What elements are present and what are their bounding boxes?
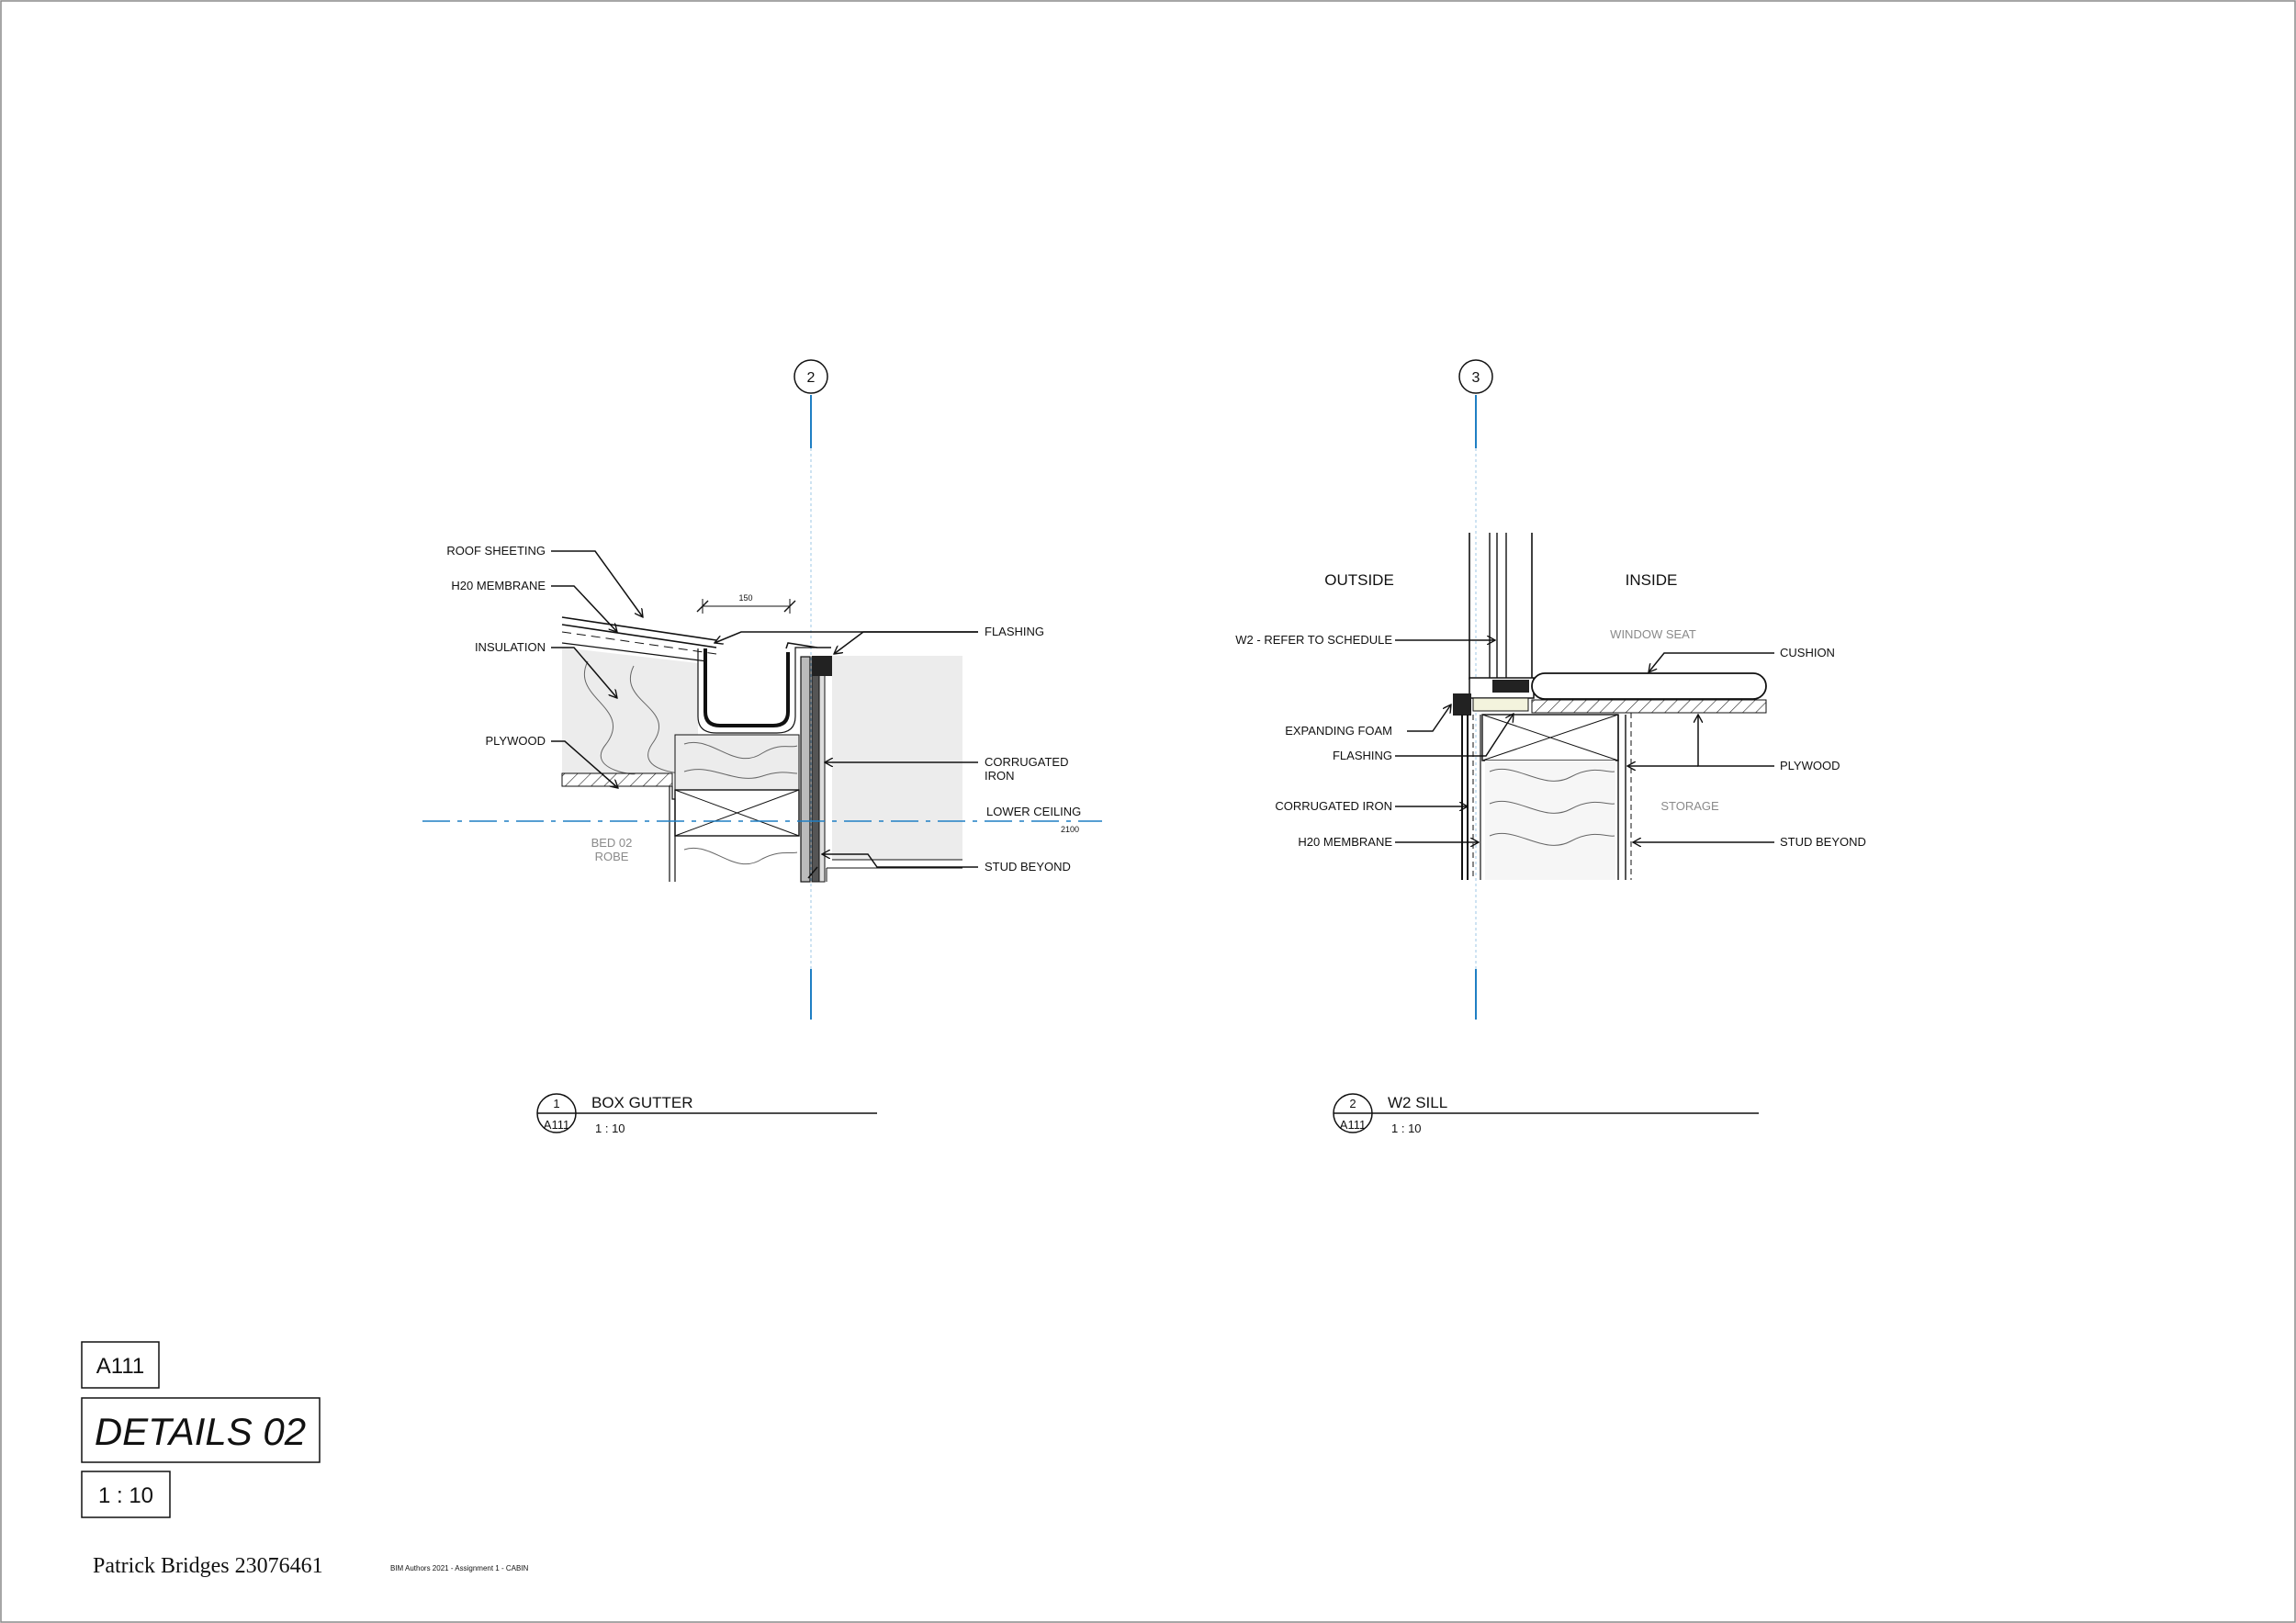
sheet-scale: 1 : 10 <box>97 1483 154 1508</box>
label-insulation: INSULATION <box>474 640 546 654</box>
label-corrugated-iron-2: CORRUGATED IRON <box>1275 799 1392 813</box>
label-flashing-2: FLASHING <box>1332 749 1392 762</box>
label-room-bed-02: BED 02 <box>591 836 633 850</box>
view-title-2-sheet: A111 <box>1339 1118 1367 1132</box>
label-h20-membrane-2: H20 MEMBRANE <box>1298 835 1392 849</box>
label-stud-beyond-1: STUD BEYOND <box>985 860 1071 873</box>
label-roof-sheeting: ROOF SHEETING <box>446 544 546 558</box>
view-title-2-number: 2 <box>1349 1097 1356 1110</box>
label-corrugated-1b: IRON <box>985 769 1015 783</box>
label-flashing-1: FLASHING <box>985 625 1045 638</box>
author-name: Patrick Bridges 23076461 <box>93 1554 323 1578</box>
label-storage: STORAGE <box>1660 799 1719 813</box>
sheet-title: DETAILS 02 <box>94 1410 307 1453</box>
label-lower-ceiling: LOWER CEILING <box>986 805 1082 818</box>
detail-w2-sill <box>1235 533 1866 880</box>
title-block <box>82 1342 529 1578</box>
label-outside: OUTSIDE <box>1324 571 1394 589</box>
label-cushion: CUSHION <box>1780 646 1835 659</box>
label-stud-beyond-2: STUD BEYOND <box>1780 835 1866 849</box>
view-title-1-name: BOX GUTTER <box>591 1094 693 1111</box>
label-plywood-2: PLYWOOD <box>1780 759 1840 772</box>
label-room-robe: ROBE <box>594 850 629 863</box>
box-gutter-dimension: 150 <box>738 593 753 603</box>
detail-box-gutter <box>422 544 1102 882</box>
sheet-border <box>1 1 2295 1622</box>
label-inside: INSIDE <box>1625 571 1678 589</box>
label-expanding-foam: EXPANDING FOAM <box>1285 724 1392 738</box>
grid-bubble-3-label: 3 <box>1471 370 1480 386</box>
label-w2-refer: W2 - REFER TO SCHEDULE <box>1235 633 1392 647</box>
label-window-seat: WINDOW SEAT <box>1610 627 1696 641</box>
grid-bubble-2-label: 2 <box>806 370 816 386</box>
view-title-w2-sill <box>1334 1094 1759 1135</box>
view-title-1-number: 1 <box>553 1097 560 1110</box>
label-corrugated-1a: CORRUGATED <box>985 755 1069 769</box>
credit-line: BIM Authors 2021 - Assignment 1 - CABIN <box>390 1564 529 1572</box>
view-title-1-scale: 1 : 10 <box>595 1121 625 1135</box>
view-title-2-scale: 1 : 10 <box>1391 1121 1422 1135</box>
sheet-number: A111 <box>96 1354 145 1379</box>
label-lower-ceiling-value: 2100 <box>1060 825 1079 834</box>
view-title-1-sheet: A111 <box>543 1118 570 1132</box>
label-h20-membrane-1: H20 MEMBRANE <box>451 579 546 592</box>
view-title-box-gutter <box>537 1094 877 1135</box>
view-title-2-name: W2 SILL <box>1388 1094 1448 1111</box>
label-plywood-1: PLYWOOD <box>485 734 546 748</box>
